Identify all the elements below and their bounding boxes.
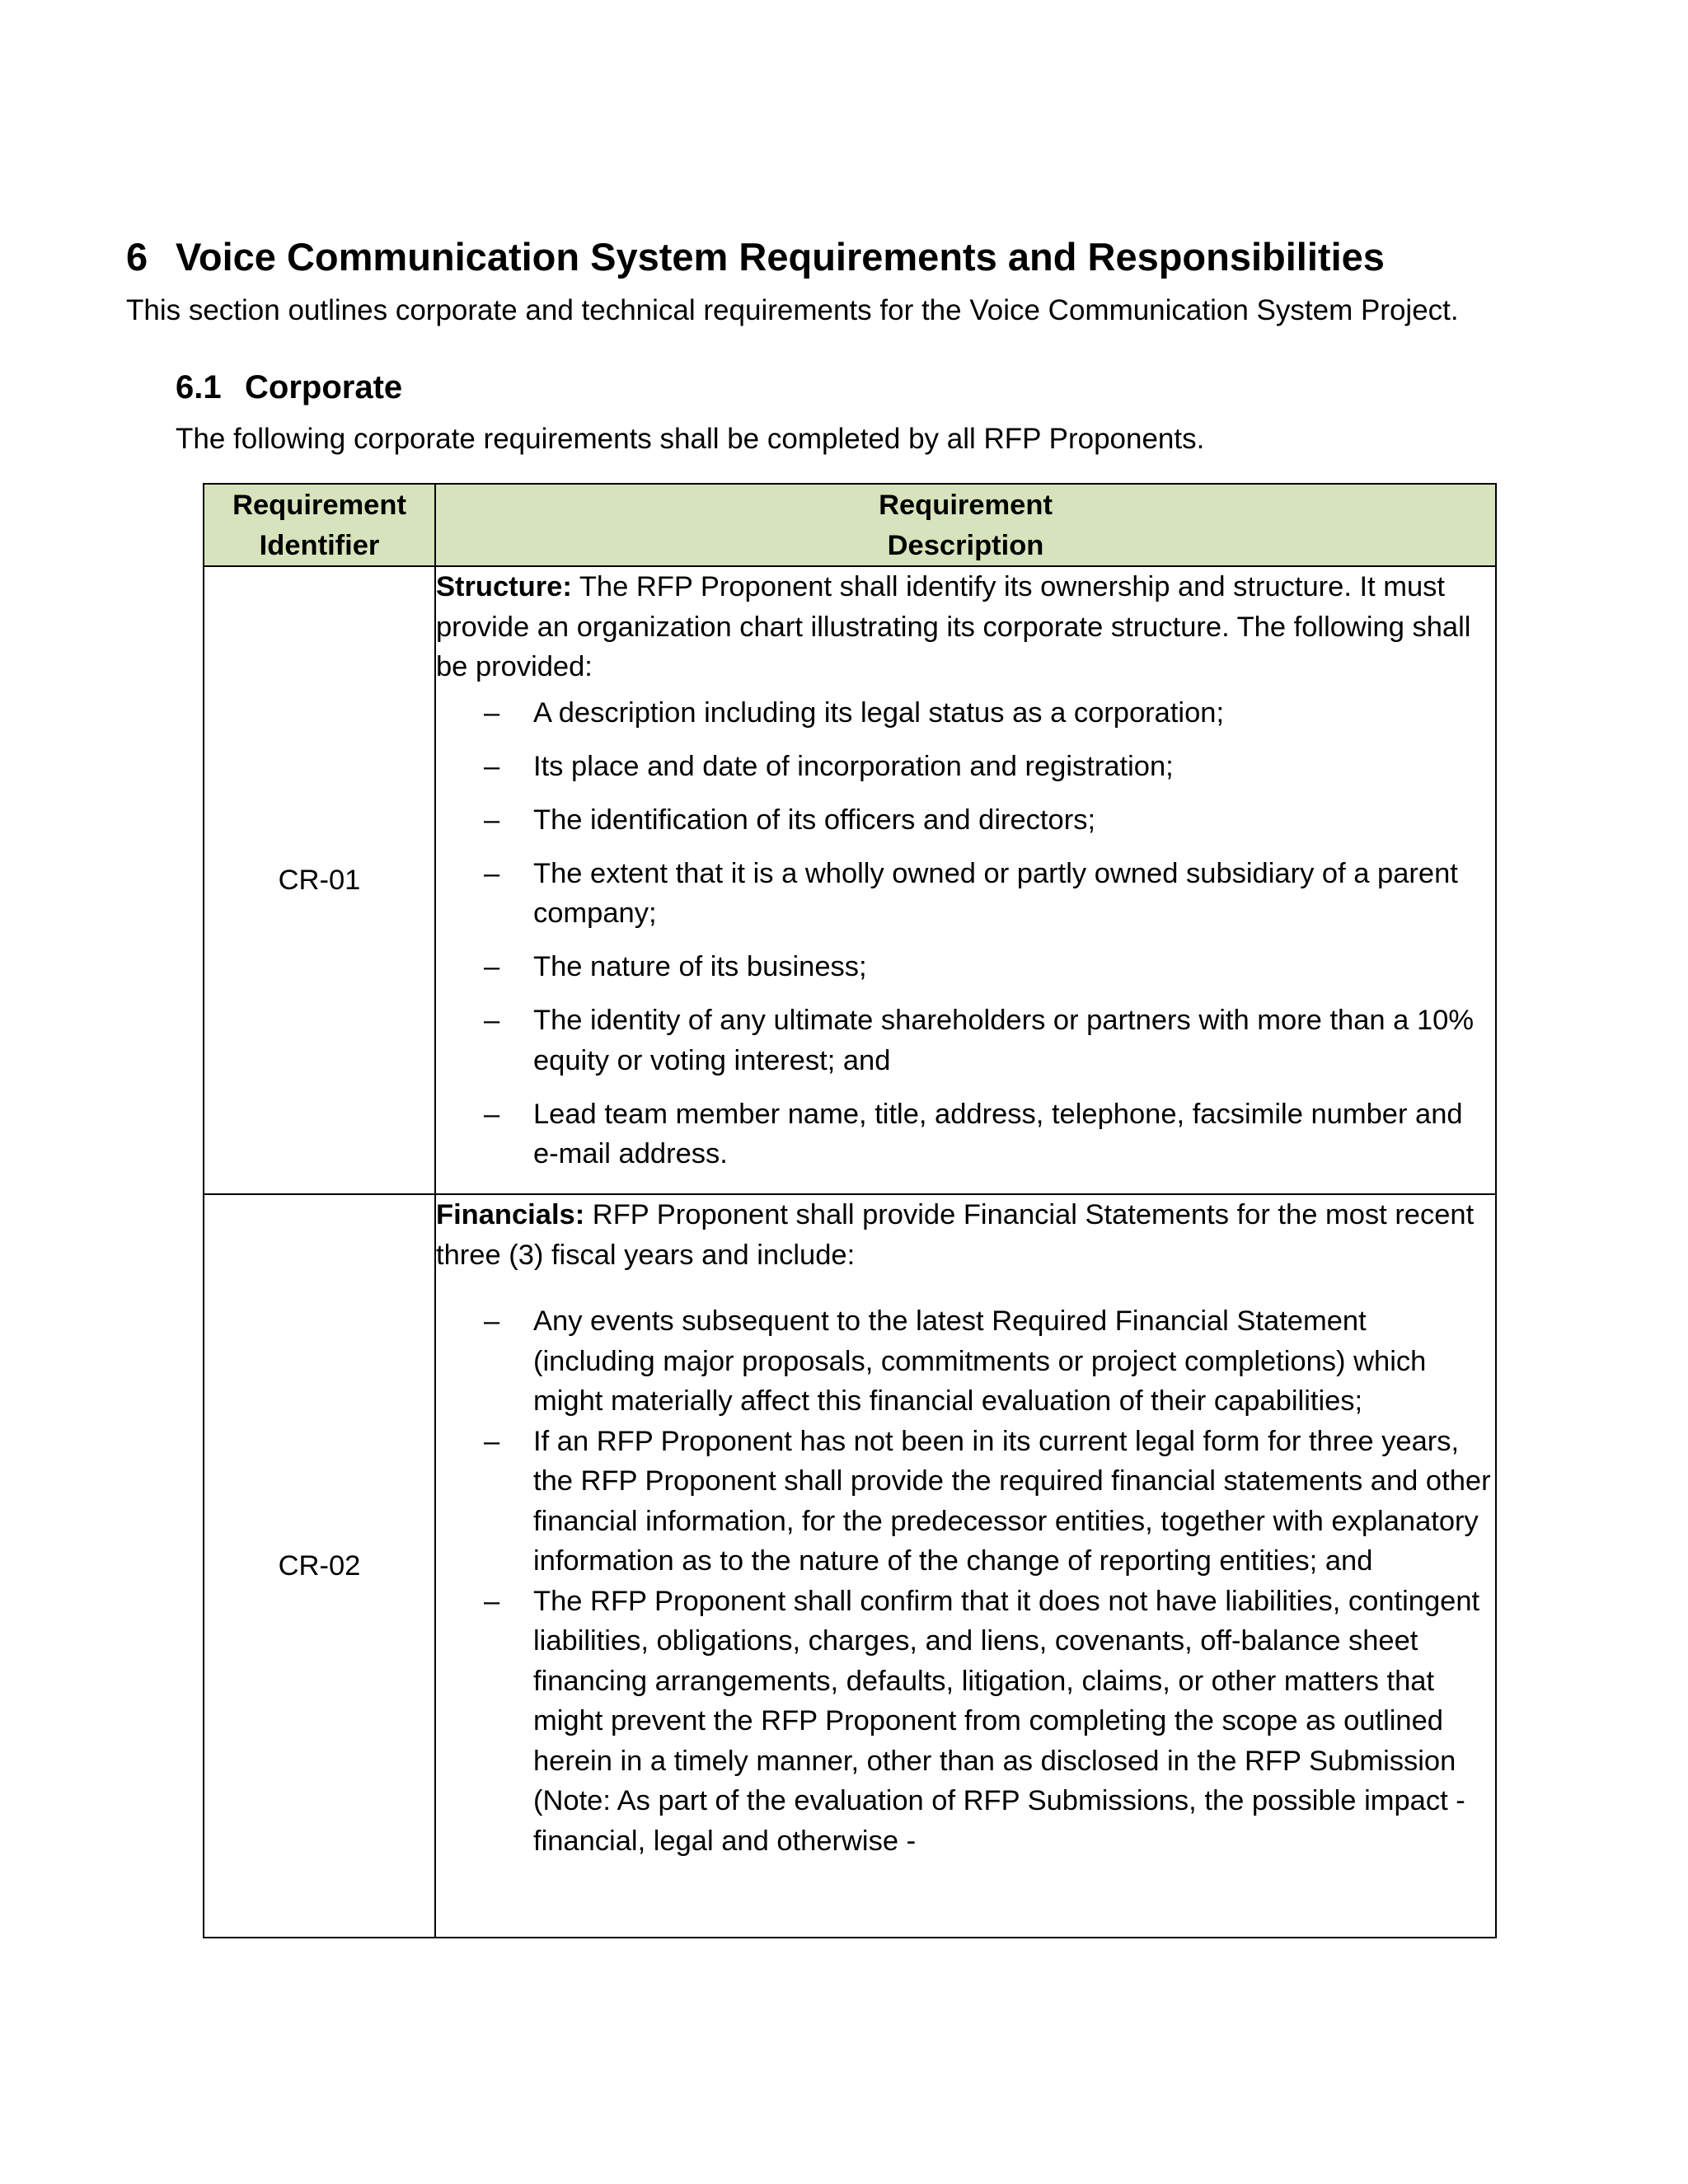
section-title: Voice Communication System Requirements and Responsibilities [176,235,1385,279]
requirement-label: Financials: [436,1199,585,1230]
requirement-label: Structure: [436,571,572,602]
dash-bullet-icon: – [484,1425,500,1457]
dash-bullet-icon: – [484,1098,500,1130]
header-description [435,484,1496,566]
dash-bullet-icon: – [484,696,500,729]
requirement-id: CR-01 [204,566,435,1194]
requirement-id: CR-02 [204,1194,435,1938]
list-item [436,854,1495,934]
subsection-title: Corporate [245,369,403,405]
list-item [436,1301,1495,1422]
list-item-text: Any events subsequent to the latest Required Financial Statement (including major proposals, commitments or project completions) which might materially affect this financial evaluation of their capabilities; [533,1305,1427,1417]
list-item-text: The extent that it is a wholly owned or partly owned subsidiary of a parent company; [533,857,1458,929]
list-item-text: Its place and date of incorporation and registration; [533,750,1174,782]
section-number: 6 [126,235,148,279]
bullet-list [436,1301,1495,1861]
list-item-text: The RFP Proponent shall confirm that it does not have liabilities, contingent liabilities, obligations, charges, and liens, covenants, off-balance sheet financing arrangements, defaults, litigation, claims, or other matters that might prevent the RFP Proponent from completing the scope as outlined herein in a timely manner, other than as disclosed in the RFP Submission (Note: As part of the evaluation of RFP Submissions, the possible impact - financial, legal and otherwise - [533,1585,1480,1857]
dash-bullet-icon: – [484,951,500,982]
subsection-number: 6.1 [176,369,222,405]
requirement-description [435,566,1496,1194]
table-row [204,566,1496,1194]
section-intro: This section outlines corporate and technical requirements for the Voice Communication System Project. [126,294,1459,326]
list-item [436,1094,1495,1174]
list-item [436,1001,1495,1080]
list-item-text: The identity of any ultimate shareholders or partners with more than a 10% equity or voting interest; and [533,1005,1475,1076]
dash-bullet-icon: – [484,857,500,889]
header-identifier [204,484,435,566]
requirement-intro [436,1195,1495,1275]
list-item-text: Lead team member name, title, address, telephone, facsimile number and e-mail address. [533,1098,1463,1169]
requirements-table [203,483,1497,1938]
list-item-text: The identification of its officers and directors; [533,804,1096,836]
requirement-description [435,1194,1496,1938]
header-description-label: Requirement Description [879,490,1053,561]
list-item [436,947,1495,987]
subsection-heading [176,364,402,410]
table-header-row [204,484,1496,566]
subsection-lead: The following corporate requirements shall be completed by all RFP Proponents. [176,423,1205,455]
table-row [204,1194,1496,1938]
list-item [436,693,1495,733]
dash-bullet-icon: – [484,750,500,782]
section-heading [126,232,1385,282]
bullet-list [436,693,1495,1174]
dash-bullet-icon: – [484,804,500,836]
header-identifier-label: Requirement Identifier [232,490,406,561]
requirement-intro-text: RFP Proponent shall provide Financial Statements for the most recent three (3) fiscal years and include: [436,1199,1475,1271]
list-item-text: The nature of its business; [533,951,867,982]
requirement-intro [436,567,1495,687]
requirement-intro-text: The RFP Proponent shall identify its ownership and structure. It must provide an organization chart illustrating its corporate structure. The following shall be provided: [436,571,1471,682]
list-item [436,1582,1495,1862]
dash-bullet-icon: – [484,1005,500,1036]
list-item-text: If an RFP Proponent has not been in its current legal form for three years, the RFP Proponent shall provide the required financial statements and other financial information, for the predecessor entities, together with explanatory information as to the nature of the change of reporting entities; and [533,1425,1491,1577]
list-item [436,800,1495,841]
list-item-text: A description including its legal status as a corporation; [533,696,1225,729]
dash-bullet-icon: – [484,1305,500,1337]
list-item [436,747,1495,787]
dash-bullet-icon: – [484,1585,500,1617]
list-item [436,1422,1495,1582]
